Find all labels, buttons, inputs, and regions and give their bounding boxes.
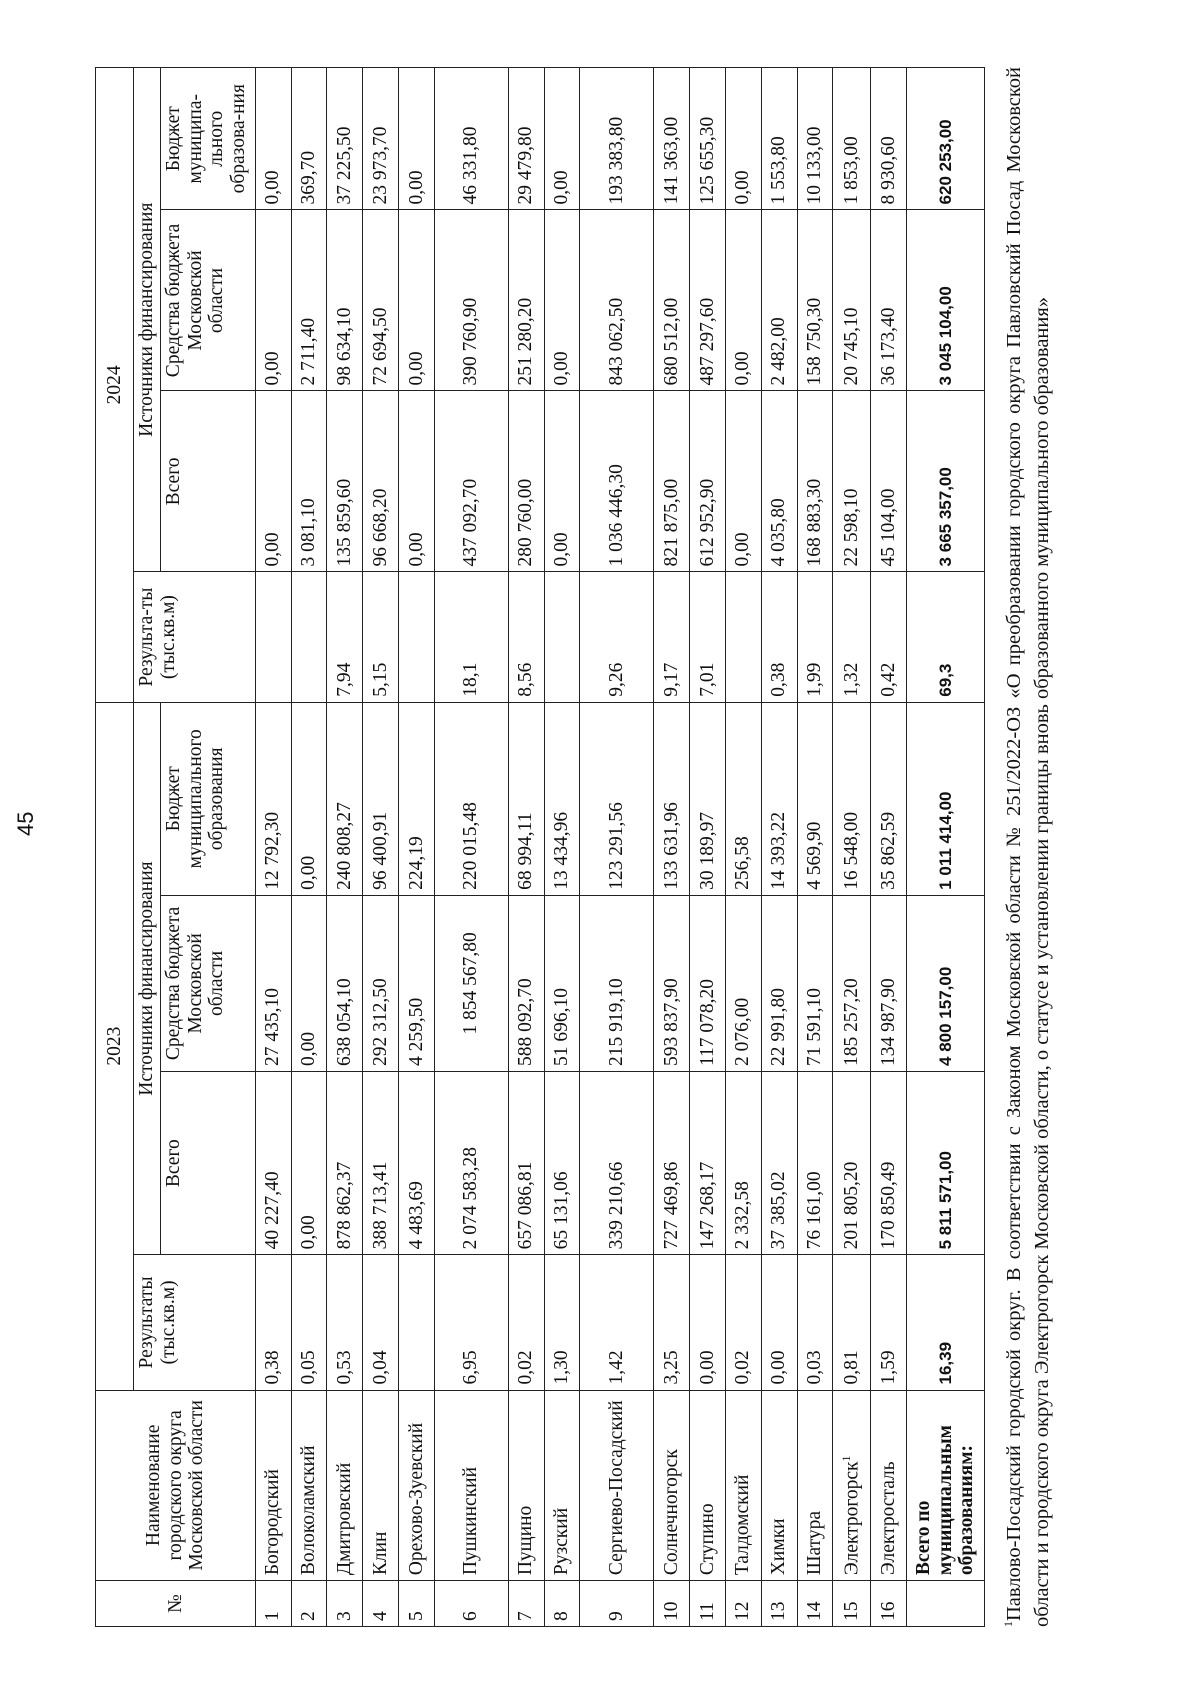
results-2023: 3,25 xyxy=(654,1255,690,1390)
results-2024: 1,99 xyxy=(797,572,833,702)
results-2023: 0,00 xyxy=(690,1255,726,1390)
total-2023: 2 332,58 xyxy=(726,1071,762,1254)
table-row xyxy=(327,68,363,1627)
results-2024: 7,94 xyxy=(327,572,363,702)
municipal-funds-2024: 1 853,00 xyxy=(833,68,871,210)
municipal-funds-2024: 0,00 xyxy=(255,68,291,210)
table-row xyxy=(580,68,654,1627)
row-number: 16 xyxy=(871,1581,907,1627)
row-number: 15 xyxy=(833,1581,871,1627)
footnote xyxy=(1000,67,1057,1627)
footnote-marker: 1 xyxy=(1001,1621,1016,1627)
municipal-funds-2023: 35 862,59 xyxy=(871,702,907,895)
total-2024: 0,00 xyxy=(255,391,291,572)
region-funds-2023: 593 837,90 xyxy=(654,895,690,1071)
total-2023: 40 227,40 xyxy=(255,1071,291,1254)
row-number: 9 xyxy=(580,1581,654,1627)
district-name: Клин xyxy=(363,1390,399,1581)
results-2023: 0,02 xyxy=(726,1255,762,1390)
table-row xyxy=(690,68,726,1627)
municipal-funds-2023: 224,19 xyxy=(399,702,435,895)
municipal-funds-2024: 8 930,60 xyxy=(871,68,907,210)
row-number: 10 xyxy=(654,1581,690,1627)
total-2024-total: 3 665 357,00 xyxy=(907,391,985,572)
total-2024: 1 036 446,30 xyxy=(580,391,654,572)
total-2024: 0,00 xyxy=(544,391,580,572)
municipal-funds-2023: 96 400,91 xyxy=(363,702,399,895)
municipal-funds-2023: 123 291,56 xyxy=(580,702,654,895)
total-2023: 0,00 xyxy=(291,1071,327,1254)
region-funds-2023: 27 435,10 xyxy=(255,895,291,1071)
region-funds-2023: 292 312,50 xyxy=(363,895,399,1071)
financing-table xyxy=(95,67,985,1627)
results-2023: 0,00 xyxy=(761,1255,797,1390)
header-name: Наименование городского округа Московской области xyxy=(96,1390,256,1581)
results-2023: 0,05 xyxy=(291,1255,327,1390)
results-2024 xyxy=(726,572,762,702)
results-2024: 18,1 xyxy=(434,572,508,702)
municipal-funds-2023: 256,58 xyxy=(726,702,762,895)
municipal-funds-2023: 133 631,96 xyxy=(654,702,690,895)
row-number: 4 xyxy=(363,1581,399,1627)
total-2023: 201 805,20 xyxy=(833,1071,871,1254)
district-name: Солнечногорск xyxy=(654,1390,690,1581)
total-2024: 437 092,70 xyxy=(434,391,508,572)
total-2024: 3 081,10 xyxy=(291,391,327,572)
page-number: 45 xyxy=(13,811,38,836)
region-funds-2023: 0,00 xyxy=(291,895,327,1071)
region-funds-2024: 0,00 xyxy=(726,210,762,391)
municipal-funds-2023: 0,00 xyxy=(291,702,327,895)
municipal-funds-2023: 68 994,11 xyxy=(508,702,544,895)
region-funds-2024: 390 760,90 xyxy=(434,210,508,391)
table-row xyxy=(399,68,435,1627)
region-funds-2023: 51 696,10 xyxy=(544,895,580,1071)
region-funds-2024: 843 062,50 xyxy=(580,210,654,391)
results-2024: 5,15 xyxy=(363,572,399,702)
total-2024: 0,00 xyxy=(726,391,762,572)
municipal-funds-2024: 29 479,80 xyxy=(508,68,544,210)
district-name: Орехово-Зуевский xyxy=(399,1390,435,1581)
table-row xyxy=(797,68,833,1627)
region-funds-2024: 0,00 xyxy=(399,210,435,391)
results-2023: 0,03 xyxy=(797,1255,833,1390)
district-name: Талдомский xyxy=(726,1390,762,1581)
total-2023: 657 086,81 xyxy=(508,1071,544,1254)
municipal-funds-2024: 37 225,50 xyxy=(327,68,363,210)
region-funds-2024: 158 750,30 xyxy=(797,210,833,391)
region-funds-2024: 98 634,10 xyxy=(327,210,363,391)
district-name xyxy=(833,1390,871,1581)
region-funds-2023: 117 078,20 xyxy=(690,895,726,1071)
results-2023: 1,59 xyxy=(871,1255,907,1390)
table-row xyxy=(508,68,544,1627)
results-2023: 6,95 xyxy=(434,1255,508,1390)
results-2023-total: 16,39 xyxy=(907,1255,985,1390)
table-row xyxy=(434,68,508,1627)
header-region-2023: Средства бюджета Московской области xyxy=(160,895,255,1071)
table-row xyxy=(726,68,762,1627)
region-funds-2024: 20 745,10 xyxy=(833,210,871,391)
header-year-2024: 2024 xyxy=(96,68,134,703)
total-row-number xyxy=(907,1581,985,1627)
total-2024: 612 952,90 xyxy=(690,391,726,572)
table-row xyxy=(761,68,797,1627)
results-2024: 0,42 xyxy=(871,572,907,702)
municipal-funds-2024: 0,00 xyxy=(726,68,762,210)
results-2023: 1,30 xyxy=(544,1255,580,1390)
total-2024: 4 035,80 xyxy=(761,391,797,572)
region-funds-2024: 72 694,50 xyxy=(363,210,399,391)
district-name: Волоколамский xyxy=(291,1390,327,1581)
municipal-funds-2023: 220 015,48 xyxy=(434,702,508,895)
results-2024 xyxy=(399,572,435,702)
district-name: Дмитровский xyxy=(327,1390,363,1581)
results-2024 xyxy=(544,572,580,702)
table-row xyxy=(544,68,580,1627)
total-2024: 96 668,20 xyxy=(363,391,399,572)
total-2024: 22 598,10 xyxy=(833,391,871,572)
municipal-funds-2024-total: 620 253,00 xyxy=(907,68,985,210)
total-2024: 280 760,00 xyxy=(508,391,544,572)
municipal-funds-2024: 369,70 xyxy=(291,68,327,210)
district-name: Химки xyxy=(761,1390,797,1581)
municipal-funds-2023: 12 792,30 xyxy=(255,702,291,895)
header-municipal-2023: Бюджет муниципального образования xyxy=(160,702,255,895)
total-2023: 727 469,86 xyxy=(654,1071,690,1254)
row-number: 14 xyxy=(797,1581,833,1627)
row-number: 13 xyxy=(761,1581,797,1627)
header-sources-2023: Источники финансирования xyxy=(134,702,161,1255)
total-2023: 147 268,17 xyxy=(690,1071,726,1254)
region-funds-2023: 185 257,20 xyxy=(833,895,871,1071)
table-row xyxy=(871,68,907,1627)
region-funds-2023: 22 991,80 xyxy=(761,895,797,1071)
total-2024: 45 104,00 xyxy=(871,391,907,572)
municipal-funds-2023: 14 393,22 xyxy=(761,702,797,895)
total-2023: 878 862,37 xyxy=(327,1071,363,1254)
header-region-2024: Средства бюджета Московской области xyxy=(160,210,255,391)
results-2023 xyxy=(399,1255,435,1390)
total-2023: 2 074 583,28 xyxy=(434,1071,508,1254)
region-funds-2023: 588 092,70 xyxy=(508,895,544,1071)
header-results-2023: Результаты (тыс.кв.м) xyxy=(134,1255,256,1390)
region-funds-2023: 71 591,10 xyxy=(797,895,833,1071)
table-row xyxy=(363,68,399,1627)
row-number: 8 xyxy=(544,1581,580,1627)
header-municipal-2024: Бюджет муниципа-льного образова-ния xyxy=(160,68,255,210)
total-2023-total: 5 811 571,00 xyxy=(907,1071,985,1254)
district-name: Ступино xyxy=(690,1390,726,1581)
municipal-funds-2023: 30 189,97 xyxy=(690,702,726,895)
results-2023: 1,42 xyxy=(580,1255,654,1390)
table-row xyxy=(654,68,690,1627)
header-total-2024: Всего xyxy=(160,391,255,572)
region-funds-2023-total: 4 800 157,00 xyxy=(907,895,985,1071)
total-label: Всего по муниципальным образованиям: xyxy=(907,1390,985,1581)
row-number: 11 xyxy=(690,1581,726,1627)
total-2023: 37 385,02 xyxy=(761,1071,797,1254)
results-2023: 0,53 xyxy=(327,1255,363,1390)
results-2023: 0,38 xyxy=(255,1255,291,1390)
district-name: Сергиево-Посадский xyxy=(580,1390,654,1581)
region-funds-2023: 134 987,90 xyxy=(871,895,907,1071)
district-name: Пущино xyxy=(508,1390,544,1581)
total-2023: 339 210,66 xyxy=(580,1071,654,1254)
results-2024-total: 69,3 xyxy=(907,572,985,702)
results-2023: 0,81 xyxy=(833,1255,871,1390)
results-2024: 9,26 xyxy=(580,572,654,702)
results-2024 xyxy=(255,572,291,702)
total-2024: 135 859,60 xyxy=(327,391,363,572)
municipal-funds-2024: 193 383,80 xyxy=(580,68,654,210)
row-number: 5 xyxy=(399,1581,435,1627)
municipal-funds-2023: 13 434,96 xyxy=(544,702,580,895)
municipal-funds-2024: 0,00 xyxy=(544,68,580,210)
region-funds-2024: 487 297,60 xyxy=(690,210,726,391)
district-name: Шатура xyxy=(797,1390,833,1581)
table-row xyxy=(291,68,327,1627)
header-total-2023: Всего xyxy=(160,1071,255,1254)
region-funds-2023: 215 919,10 xyxy=(580,895,654,1071)
total-2023: 4 483,69 xyxy=(399,1071,435,1254)
row-number: 2 xyxy=(291,1581,327,1627)
region-funds-2024-total: 3 045 104,00 xyxy=(907,210,985,391)
results-2024: 8,56 xyxy=(508,572,544,702)
municipal-funds-2024: 125 655,30 xyxy=(690,68,726,210)
region-funds-2023: 4 259,50 xyxy=(399,895,435,1071)
results-2023: 0,02 xyxy=(508,1255,544,1390)
results-2024 xyxy=(291,572,327,702)
district-name: Богородский xyxy=(255,1390,291,1581)
municipal-funds-2024: 141 363,00 xyxy=(654,68,690,210)
municipal-funds-2023-total: 1 011 414,00 xyxy=(907,702,985,895)
region-funds-2024: 2 711,40 xyxy=(291,210,327,391)
municipal-funds-2023: 240 808,27 xyxy=(327,702,363,895)
municipal-funds-2024: 0,00 xyxy=(399,68,435,210)
municipal-funds-2023: 16 548,00 xyxy=(833,702,871,895)
row-number: 6 xyxy=(434,1581,508,1627)
header-sources-2024: Источники финансирования xyxy=(134,68,161,572)
row-number: 7 xyxy=(508,1581,544,1627)
row-number: 1 xyxy=(255,1581,291,1627)
table-row xyxy=(833,68,871,1627)
row-number: 3 xyxy=(327,1581,363,1627)
results-2024: 1,32 xyxy=(833,572,871,702)
results-2024: 9,17 xyxy=(654,572,690,702)
results-2023: 0,04 xyxy=(363,1255,399,1390)
region-funds-2024: 2 482,00 xyxy=(761,210,797,391)
region-funds-2024: 680 512,00 xyxy=(654,210,690,391)
total-2023: 65 131,06 xyxy=(544,1071,580,1254)
district-name: Рузский xyxy=(544,1390,580,1581)
total-2023: 170 850,49 xyxy=(871,1071,907,1254)
header-number: № xyxy=(96,1581,256,1627)
municipal-funds-2023: 4 569,90 xyxy=(797,702,833,895)
region-funds-2023: 1 854 567,80 xyxy=(434,895,508,1071)
region-funds-2024: 251 280,20 xyxy=(508,210,544,391)
header-year-2023: 2023 xyxy=(96,702,134,1390)
municipal-funds-2024: 1 553,80 xyxy=(761,68,797,210)
total-2023: 76 161,00 xyxy=(797,1071,833,1254)
footnote-ref: 1 xyxy=(839,1455,854,1462)
municipal-funds-2024: 23 973,70 xyxy=(363,68,399,210)
total-2023: 388 713,41 xyxy=(363,1071,399,1254)
region-funds-2024: 0,00 xyxy=(255,210,291,391)
footnote-text: Павлово-Посадский городской округ. В соответствии с Законом Московской области № 251/2022-ОЗ «О преобразовании городского округа Павловский Посад Московской области и городского округа Электрогорск Московской области, о статусе и установлении границы вновь образованного муниципального образования» xyxy=(1003,67,1054,1627)
district-name: Пушкинский xyxy=(434,1390,508,1581)
region-funds-2023: 638 054,10 xyxy=(327,895,363,1071)
header-results-2024: Результа-ты (тыс.кв.м) xyxy=(134,572,256,702)
region-funds-2023: 2 076,00 xyxy=(726,895,762,1071)
municipal-funds-2024: 46 331,80 xyxy=(434,68,508,210)
total-2024: 168 883,30 xyxy=(797,391,833,572)
total-row xyxy=(907,68,985,1627)
total-2024: 821 875,00 xyxy=(654,391,690,572)
table-row xyxy=(255,68,291,1627)
results-2024: 7,01 xyxy=(690,572,726,702)
district-name-text: Электрогорск xyxy=(841,1461,863,1576)
municipal-funds-2024: 10 133,00 xyxy=(797,68,833,210)
row-number: 12 xyxy=(726,1581,762,1627)
total-2024: 0,00 xyxy=(399,391,435,572)
results-2024: 0,38 xyxy=(761,572,797,702)
region-funds-2024: 36 173,40 xyxy=(871,210,907,391)
region-funds-2024: 0,00 xyxy=(544,210,580,391)
district-name: Электросталь xyxy=(871,1390,907,1581)
